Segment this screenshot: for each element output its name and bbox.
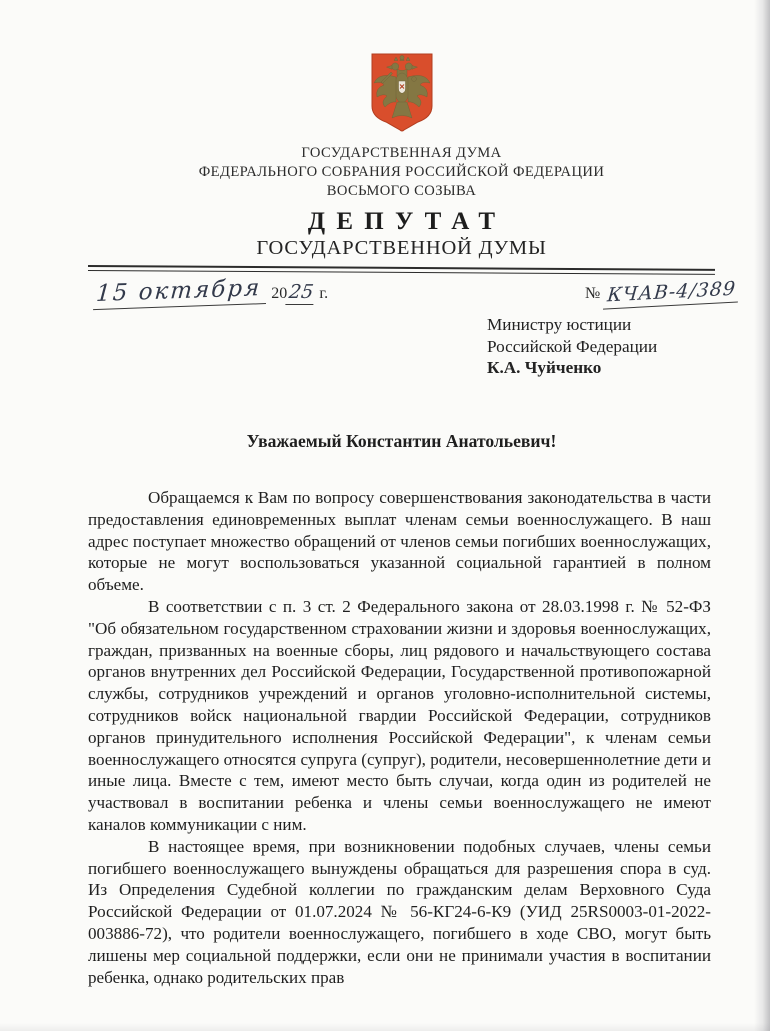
letterhead-title: ДЕПУТАТ bbox=[307, 208, 507, 235]
addressee-block bbox=[487, 314, 657, 379]
scan-edge-bottom bbox=[0, 1023, 770, 1031]
date-suffix: г. bbox=[319, 285, 329, 302]
handwritten-date: 15 октября bbox=[93, 275, 268, 310]
number-label: № bbox=[585, 285, 601, 302]
date-line bbox=[94, 275, 329, 307]
salutation: Уважаемый Константин Анатольевич! bbox=[246, 431, 557, 451]
russia-coat-of-arms-icon bbox=[367, 52, 437, 134]
body-paragraph-2: В соответствии с п. 3 ст. 2 Федерального закона от 28.03.1998 г. № 52-ФЗ "Об обязательном государственном страховании жизни и здоровья военнослужащих, граждан, призванных на военные сборы, лиц рядового и начальствующего состава органов внутренних дел Российской Федерации, Государственной противопожарной службы, сотрудников учреждений и органов уголовно-исполнительной системы, сотрудников войск национальной гвардии Российской Федерации, сотрудников органов принудительного исполнения Российской Федерации", к членам семьи военнослужащего относятся супруга (супруг), родители, несовершеннолетние дети и иные лица. Вместе с тем, имеют место быть случаи, когда один из родителей не участвовал в воспитании ребенка и члены семьи военнослужащего не имеют каналов коммуникации с ним. bbox=[88, 596, 711, 834]
addressee-line-2: Российской Федерации bbox=[487, 336, 658, 356]
handwritten-year: 25 bbox=[286, 281, 318, 305]
handwritten-number: КЧАВ-4/389 bbox=[603, 277, 740, 309]
date-year-prefix: 20 bbox=[271, 285, 288, 302]
letterhead-subtitle: ГОСУДАРСТВЕННОЙ ДУМЫ bbox=[256, 237, 547, 259]
org-name-line-2: ФЕДЕРАЛЬНОГО СОБРАНИЯ РОССИЙСКОЙ ФЕДЕРАЦИИ bbox=[198, 164, 605, 180]
addressee-name: К.А. Чуйченко bbox=[487, 358, 602, 378]
body-paragraph-3: В настоящее время, при возникновении подобных случаев, члены семьи погибшего военнослужащего вынуждены обращаться для разрешения спора в суд. Из Определения Судебной коллегии по гражданским делам Верховного Суда Российской Федерации от 01.07.2024 № 56-КГ24-6-К9 (УИД 25RS0003-01-2022-003886-72), что родители военнослужащего, погибшего в ходе СВО, могут быть лишены мер социальной поддержки, если они не принимали участия в воспитании ребенка, однако родительских прав bbox=[88, 836, 711, 987]
letterhead bbox=[88, 0, 715, 260]
addressee-line-1: Министру юстиции bbox=[487, 315, 632, 334]
letterhead-divider bbox=[88, 265, 715, 275]
body-paragraph-1: Обращаемся к Вам по вопросу совершенствования законодательства в части предоставления единовременных выплат членам семьи военнослужащего. В наш адрес поступает множество обращений от членов семьи погибших военнослужащих, которые не могут воспользоваться указанной социальной гарантией в полном объеме. bbox=[88, 488, 711, 595]
scan-edge-right bbox=[754, 0, 770, 1031]
org-name-line-3: ВОСЬМОГО СОЗЫВА bbox=[326, 183, 477, 199]
org-name-line-1: ГОСУДАРСТВЕННАЯ ДУМА bbox=[301, 145, 502, 161]
letter-body bbox=[88, 487, 711, 988]
reference-number-line bbox=[585, 277, 739, 307]
